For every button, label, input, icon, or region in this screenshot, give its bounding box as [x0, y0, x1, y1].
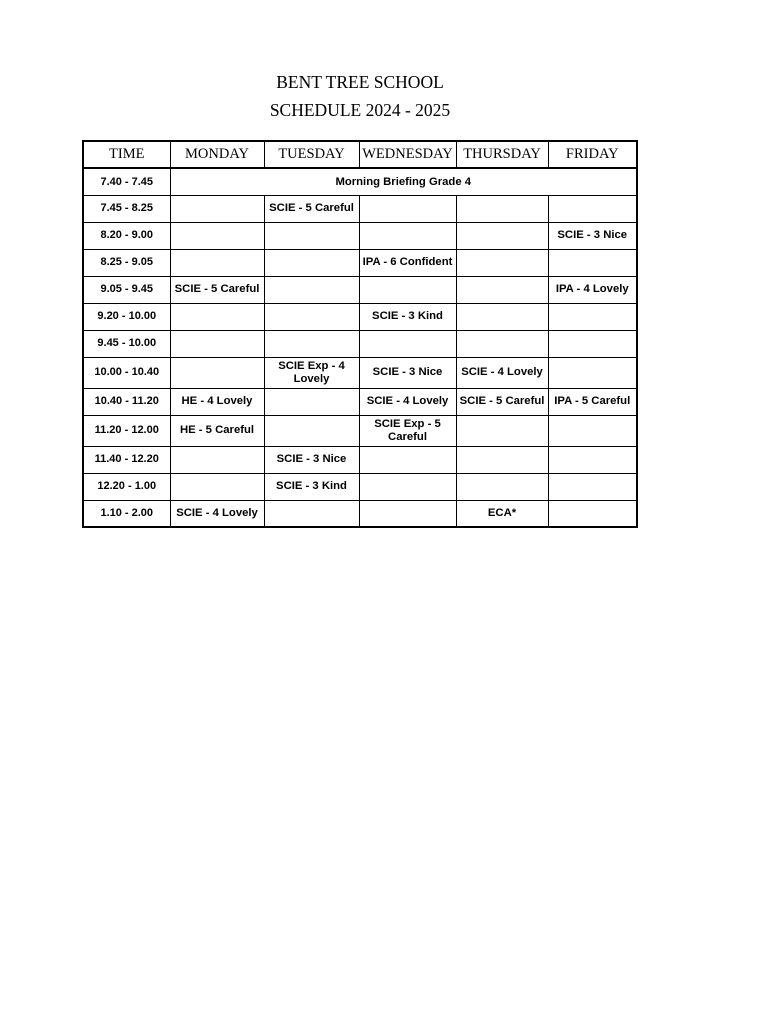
schedule-cell-friday [548, 195, 637, 222]
schedule-cell-thursday: ECA* [456, 500, 548, 527]
table-row [83, 473, 637, 500]
document-header [0, 68, 720, 124]
time-cell: 11.20 - 12.00 [83, 415, 170, 446]
table-row [83, 222, 637, 249]
schedule-cell-monday: HE - 5 Careful [170, 415, 264, 446]
schedule-cell-wednesday [359, 222, 456, 249]
time-cell: 9.45 - 10.00 [83, 330, 170, 357]
time-cell: 10.00 - 10.40 [83, 357, 170, 388]
schedule-cell-wednesday: SCIE - 3 Kind [359, 303, 456, 330]
schedule-cell-monday [170, 195, 264, 222]
schedule-cell-friday [548, 473, 637, 500]
time-cell: 12.20 - 1.00 [83, 473, 170, 500]
schedule-cell-wednesday: IPA - 6 Confident [359, 249, 456, 276]
column-header-time: TIME [83, 141, 170, 168]
time-cell: 8.20 - 9.00 [83, 222, 170, 249]
schedule-cell-friday [548, 446, 637, 473]
schedule-cell-friday [548, 500, 637, 527]
schedule-cell-thursday [456, 330, 548, 357]
schedule-cell-wednesday: SCIE - 3 Nice [359, 357, 456, 388]
schedule-cell-monday [170, 249, 264, 276]
schedule-cell-tuesday [264, 330, 359, 357]
schedule-cell-monday [170, 330, 264, 357]
header-row [83, 141, 637, 168]
time-cell: 8.25 - 9.05 [83, 249, 170, 276]
table-row [83, 357, 637, 388]
schedule-cell-thursday: SCIE - 4 Lovely [456, 357, 548, 388]
column-header-monday: MONDAY [170, 141, 264, 168]
table-row [83, 500, 637, 527]
schedule-cell-wednesday: SCIE - 4 Lovely [359, 388, 456, 415]
time-cell: 7.40 - 7.45 [83, 168, 170, 195]
schedule-cell-thursday: SCIE - 5 Careful [456, 388, 548, 415]
column-header-friday: FRIDAY [548, 141, 637, 168]
time-cell: 1.10 - 2.00 [83, 500, 170, 527]
time-cell: 11.40 - 12.20 [83, 446, 170, 473]
schedule-cell-tuesday: SCIE - 3 Kind [264, 473, 359, 500]
table-row [83, 388, 637, 415]
schedule-cell-monday [170, 473, 264, 500]
schedule-cell-thursday [456, 195, 548, 222]
school-name: BENT TREE SCHOOL [276, 72, 444, 92]
schedule-cell-thursday [456, 222, 548, 249]
schedule-cell-wednesday [359, 446, 456, 473]
schedule-cell-friday [548, 249, 637, 276]
schedule-cell-friday: IPA - 4 Lovely [548, 276, 637, 303]
schedule-cell-tuesday [264, 249, 359, 276]
schedule-cell-monday [170, 303, 264, 330]
schedule-cell-wednesday [359, 195, 456, 222]
schedule-cell-tuesday [264, 388, 359, 415]
schedule-table [82, 140, 638, 528]
schedule-cell-tuesday [264, 500, 359, 527]
table-row [83, 195, 637, 222]
schedule-cell-wednesday: SCIE Exp - 5 Careful [359, 415, 456, 446]
schedule-cell-friday [548, 303, 637, 330]
schedule-cell-tuesday [264, 303, 359, 330]
briefing-cell: Morning Briefing Grade 4 [170, 168, 637, 195]
schedule-cell-thursday [456, 276, 548, 303]
schedule-cell-friday: IPA - 5 Careful [548, 388, 637, 415]
schedule-cell-monday [170, 222, 264, 249]
schedule-cell-tuesday [264, 415, 359, 446]
table-row [83, 446, 637, 473]
schedule-cell-monday [170, 357, 264, 388]
column-header-tuesday: TUESDAY [264, 141, 359, 168]
schedule-cell-wednesday [359, 473, 456, 500]
schedule-cell-thursday [456, 446, 548, 473]
schedule-cell-wednesday [359, 500, 456, 527]
table-row [83, 276, 637, 303]
schedule-cell-tuesday [264, 276, 359, 303]
time-cell: 10.40 - 11.20 [83, 388, 170, 415]
schedule-cell-monday [170, 446, 264, 473]
schedule-cell-friday [548, 330, 637, 357]
schedule-cell-monday: HE - 4 Lovely [170, 388, 264, 415]
schedule-cell-tuesday: SCIE - 5 Careful [264, 195, 359, 222]
table-body [83, 168, 637, 527]
schedule-cell-thursday [456, 303, 548, 330]
schedule-cell-friday [548, 357, 637, 388]
schedule-cell-monday: SCIE - 5 Careful [170, 276, 264, 303]
schedule-cell-tuesday: SCIE Exp - 4 Lovely [264, 357, 359, 388]
schedule-cell-thursday [456, 473, 548, 500]
schedule-cell-wednesday [359, 330, 456, 357]
time-cell: 9.05 - 9.45 [83, 276, 170, 303]
schedule-cell-tuesday: SCIE - 3 Nice [264, 446, 359, 473]
table-row [83, 249, 637, 276]
schedule-cell-thursday [456, 249, 548, 276]
schedule-cell-wednesday [359, 276, 456, 303]
schedule-cell-monday: SCIE - 4 Lovely [170, 500, 264, 527]
schedule-cell-thursday [456, 415, 548, 446]
briefing-row [83, 168, 637, 195]
table-row [83, 303, 637, 330]
time-cell: 9.20 - 10.00 [83, 303, 170, 330]
table-row [83, 330, 637, 357]
time-cell: 7.45 - 8.25 [83, 195, 170, 222]
schedule-cell-friday [548, 415, 637, 446]
schedule-title: SCHEDULE 2024 - 2025 [269, 100, 451, 120]
table-row [83, 415, 637, 446]
column-header-thursday: THURSDAY [456, 141, 548, 168]
column-header-wednesday: WEDNESDAY [359, 141, 456, 168]
schedule-cell-friday: SCIE - 3 Nice [548, 222, 637, 249]
schedule-cell-tuesday [264, 222, 359, 249]
table-header [83, 141, 637, 168]
